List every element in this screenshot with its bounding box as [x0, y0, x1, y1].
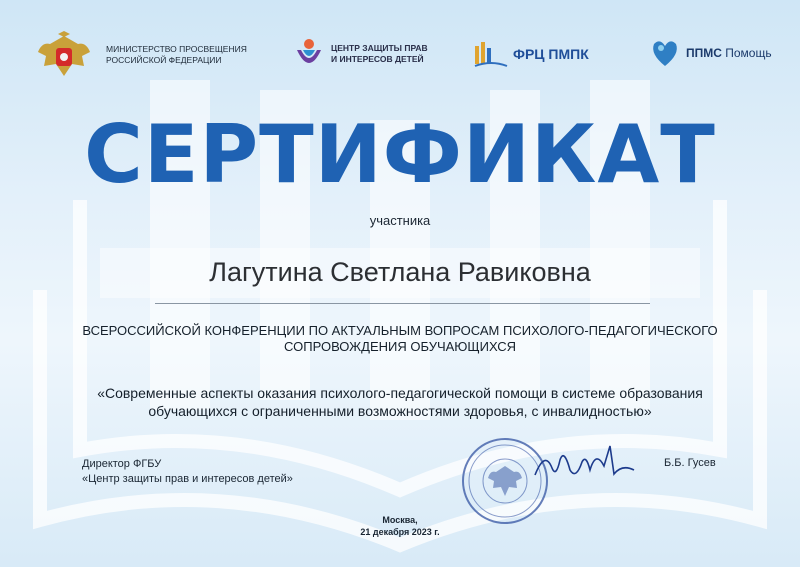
place: Москва,	[382, 515, 418, 525]
place-and-date	[0, 514, 800, 538]
signature-icon	[530, 440, 640, 485]
coat-of-arms-icon	[34, 30, 94, 80]
issue-date: 21 декабря 2023 г.	[360, 527, 440, 537]
certificate-subtitle: участника	[369, 213, 431, 228]
conference-line2: СОПРОВОЖДЕНИЯ ОБУЧАЮЩИХСЯ	[284, 339, 516, 354]
center-line2: И ИНТЕРЕСОВ ДЕТЕЙ	[331, 54, 424, 64]
ppms-logo	[648, 36, 772, 70]
logos-row	[0, 30, 800, 80]
participant-name: Лагутина Светлана Равиковна	[209, 257, 591, 287]
frc-book-icon	[473, 40, 509, 68]
ppms-heart-icon	[648, 36, 682, 70]
frc-logo	[473, 40, 589, 68]
ministry-logo	[34, 30, 247, 80]
center-logo	[293, 36, 428, 72]
name-underline	[155, 303, 650, 304]
position-line1: Директор ФГБУ	[82, 458, 162, 470]
signatory-position	[82, 457, 293, 487]
conference-title	[20, 323, 780, 355]
ppms-bold: ППМС	[686, 46, 722, 60]
center-line1: ЦЕНТР ЗАЩИТЫ ПРАВ	[331, 43, 428, 53]
certificate-title: СЕРТИФИКАТ	[84, 108, 716, 201]
topic-line1: «Современные аспекты оказания психолого-педагогической помощи в системе образования	[97, 385, 703, 401]
signatory-name: Б.Б. Гусев	[664, 457, 716, 469]
ppms-rest: Помощь	[721, 46, 772, 60]
frc-label: ФРЦ ПМПК	[513, 46, 589, 62]
ministry-line1: МИНИСТЕРСТВО ПРОСВЕЩЕНИЯ	[106, 44, 247, 54]
position-line2: «Центр защиты прав и интересов детей»	[82, 473, 293, 485]
conference-topic	[30, 384, 770, 420]
center-emblem-icon	[293, 36, 325, 72]
ministry-line2: РОССИЙСКОЙ ФЕДЕРАЦИИ	[106, 55, 222, 65]
topic-line2: обучающихся с ограниченными возможностями здоровья, с инвалидностью»	[148, 403, 652, 419]
conference-line1: ВСЕРОССИЙСКОЙ КОНФЕРЕНЦИИ ПО АКТУАЛЬНЫМ ВОПРОСАМ ПСИХОЛОГО-ПЕДАГОГИЧЕСКОГО	[82, 323, 718, 338]
